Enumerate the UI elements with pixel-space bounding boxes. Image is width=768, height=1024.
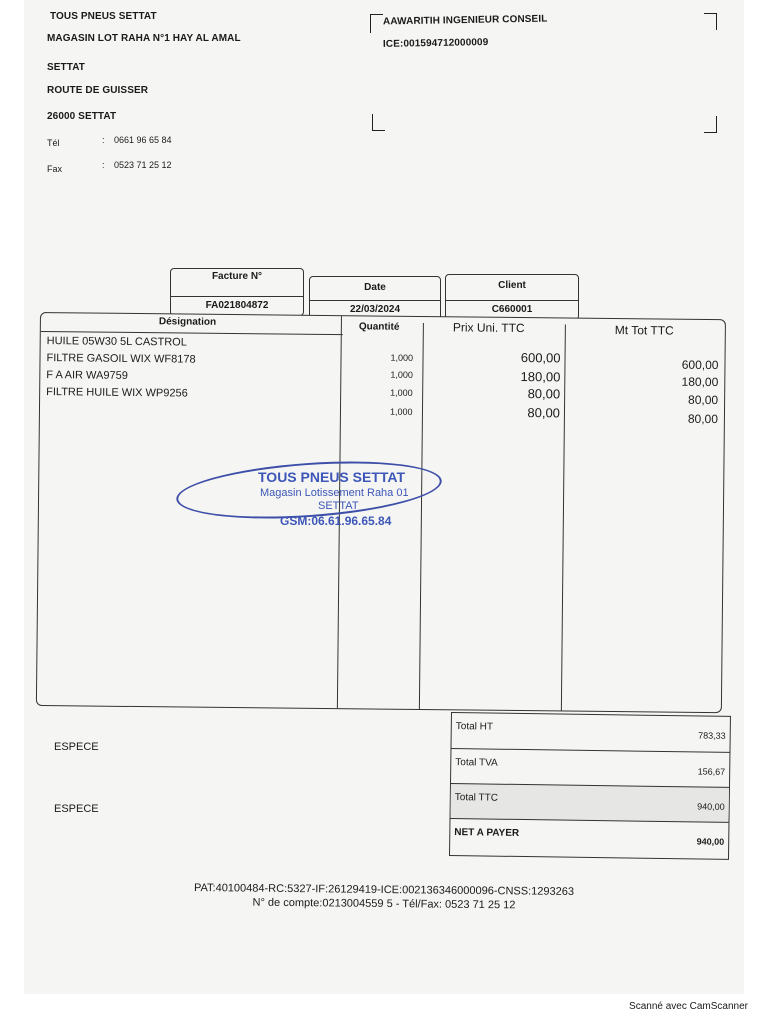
header-total: Mt Tot TTC — [614, 323, 674, 338]
net-payable-value: 940,00 — [696, 836, 725, 847]
header-quantity: Quantité — [358, 321, 400, 333]
header-designation: Désignation — [158, 316, 217, 328]
stamp-line-2: Magasin Lotissement Raha 01 — [260, 487, 409, 499]
tel-value: 0661 96 65 84 — [114, 135, 172, 145]
payment-method: ESPECE — [54, 803, 99, 815]
footer-account: N° de compte:0213004559 5 - Tél/Fax: 0523 71 25 12 — [252, 896, 516, 912]
tel-separator: : — [102, 135, 105, 145]
stamp-line-1: TOUS PNEUS SETTAT — [258, 469, 406, 485]
row-total: 600,00 — [681, 357, 719, 373]
row-unit-price: 180,00 — [520, 369, 561, 385]
invoice-date-box — [309, 276, 441, 320]
fax-separator: : — [102, 160, 105, 170]
stamp-line-3: SETTAT — [318, 500, 359, 512]
row-unit-price: 600,00 — [520, 350, 561, 366]
bracket-top-right — [704, 13, 717, 30]
seller-city: SETTAT — [47, 62, 86, 73]
row-unit-price: 80,00 — [527, 405, 561, 421]
fax-label: Fax — [47, 164, 63, 174]
client-box — [445, 274, 579, 320]
seller-address: MAGASIN LOT RAHA N°1 HAY AL AMAL — [47, 33, 241, 44]
bracket-top-left — [370, 14, 383, 33]
row-quantity: 1,000 — [390, 387, 413, 398]
seller-road: ROUTE DE GUISSER — [47, 85, 149, 96]
seller-postal: 26000 SETTAT — [47, 111, 117, 122]
net-payable-label: NET A PAYER — [454, 827, 520, 839]
invoice-number-box — [170, 268, 304, 316]
totals-box — [449, 712, 731, 860]
row-designation: FILTRE GASOIL WIX WF8178 — [46, 352, 196, 366]
total-ht-row — [451, 713, 729, 752]
invoice-date-value: 22/03/2024 — [310, 300, 440, 319]
stamp-line-4: GSM:06.61.96.65.84 — [280, 514, 392, 528]
row-designation: HUILE 05W30 5L CASTROL — [46, 335, 187, 349]
row-unit-price: 80,00 — [527, 386, 561, 402]
invoice-number-label: Facture N° — [211, 271, 263, 282]
row-quantity: 1,000 — [390, 369, 413, 380]
fax-value: 0523 71 25 12 — [114, 160, 172, 170]
row-designation: F A AIR WA9759 — [46, 369, 128, 382]
row-total: 180,00 — [681, 374, 719, 390]
footer-legal-ids: PAT:40100484-RC:5327-IF:26129419-ICE:002136346000096-CNSS:1293263 — [193, 882, 575, 898]
company-stamp — [176, 455, 444, 535]
row-quantity: 1,000 — [389, 406, 413, 417]
total-tva-label: Total TVA — [455, 757, 498, 769]
payment-method: ESPECE — [54, 741, 99, 753]
seller-name: TOUS PNEUS SETTAT — [50, 11, 157, 22]
invoice-date-label: Date — [364, 282, 386, 293]
bracket-bottom-left — [372, 114, 385, 131]
net-payable-row — [450, 818, 728, 858]
total-tva-row — [451, 748, 729, 788]
recipient-ice: ICE:001594712000009 — [382, 37, 489, 50]
client-value: C660001 — [446, 300, 578, 319]
row-total: 80,00 — [688, 392, 719, 408]
header-unit-price: Prix Uni. TTC — [452, 320, 525, 336]
row-quantity: 1,000 — [390, 352, 414, 363]
total-ttc-row — [451, 783, 729, 823]
total-ht-value: 783,33 — [698, 730, 726, 741]
total-tva-value: 156,67 — [697, 766, 726, 777]
row-designation: FILTRE HUILE WIX WP9256 — [46, 386, 188, 400]
invoice-number-value: FA021804872 — [171, 296, 303, 315]
client-label: Client — [498, 280, 526, 291]
recipient-name: AAWARITIH INGENIEUR CONSEIL — [382, 13, 548, 28]
tel-label: Tél — [47, 138, 60, 148]
scanner-watermark: Scanné avec CamScanner — [629, 1001, 748, 1012]
total-ttc-value: 940,00 — [697, 801, 725, 812]
total-ttc-label: Total TTC — [454, 792, 499, 804]
total-ht-label: Total HT — [455, 721, 494, 733]
row-total: 80,00 — [687, 411, 718, 427]
bracket-bottom-right — [704, 116, 717, 133]
